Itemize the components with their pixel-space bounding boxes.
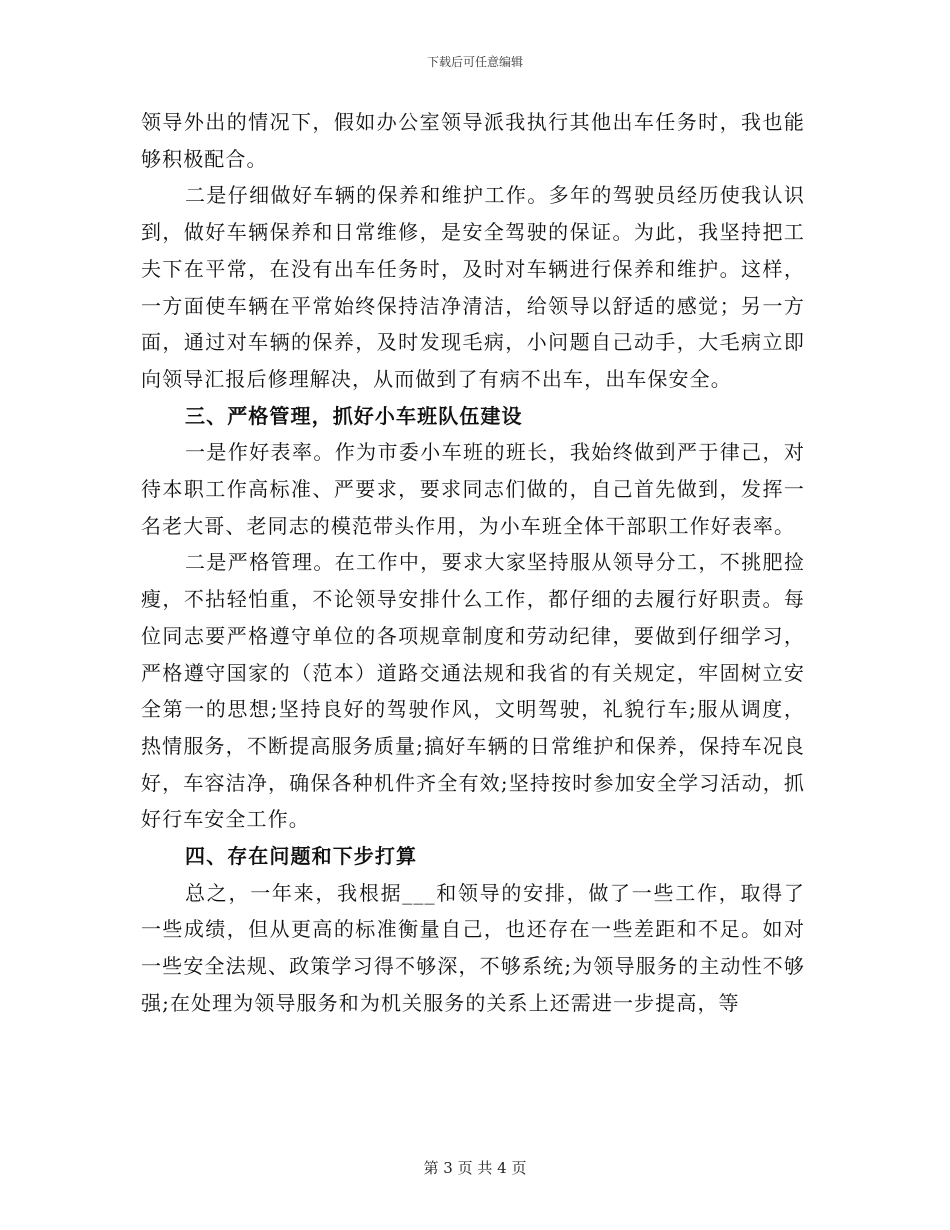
paragraph-summary: 总之，一年来，我根据___和领导的安排，做了一些工作，取得了一些成绩，但从更高的标准衡量自己，也还存在一些差距和不足。如对一些安全法规、政策学习得不够深，不够系统;为领导服务的主动性不够强;在处理为领导服务和为机关服务的关系上还需进一步提高，等 (141, 880, 805, 1015)
paragraph-strict-management: 二是严格管理。在工作中，要求大家坚持服从领导分工，不挑肥捡瘦，不拈轻怕重，不论领导安排什么工作，都仔细的去履行好职责。每位同志要严格遵守单位的各项规章制度和劳动纪律，要做到仔细学习，严格遵守国家的（范本）道路交通法规和我省的有关规定，牢固树立安全第一的思想;坚持良好的驾驶作风，文明驾驶，礼貌行车;服从调度，热情服务，不断提高服务质量;搞好车辆的日常维护和保养，保持车况良好，车容洁净，确保各种机件齐全有效;坚持按时参加安全学习活动，抓好行车安全工作。 (141, 550, 805, 832)
paragraph-continuation: 领导外出的情况下，假如办公室领导派我执行其他出车任务时，我也能够积极配合。 (141, 110, 805, 171)
page-number: 第 3 页 共 4 页 (423, 1159, 527, 1177)
paragraph-set-example: 一是作好表率。作为市委小车班的班长，我始终做到严于律己，对待本职工作高标准、严要求，要求同志们做的，自己首先做到，发挥一名老大哥、老同志的模范带头作用，为小车班全体干部职工作好表率。 (141, 440, 805, 538)
document-body (141, 104, 805, 1022)
page-header: 下载后可任意编辑 (426, 55, 523, 69)
paragraph-vehicle-maintenance: 二是仔细做好车辆的保养和维护工作。多年的驾驶员经历使我认识到，做好车辆保养和日常维修，是安全驾驶的保证。为此，我坚持把工夫下在平常，在没有出车任务时，及时对车辆进行保养和维护。这样，一方面使车辆在平常始终保持洁净清洁，给领导以舒适的感觉；另一方面，通过对车辆的保养，及时发现毛病，小问题自己动手，大毛病立即向领导汇报后修理解决，从而做到了有病不出车，出车保安全。 (141, 183, 805, 391)
section-heading-problems: 四、存在问题和下步打算 (185, 844, 418, 869)
section-heading-management: 三、严格管理，抓好小车班队伍建设 (185, 403, 523, 428)
